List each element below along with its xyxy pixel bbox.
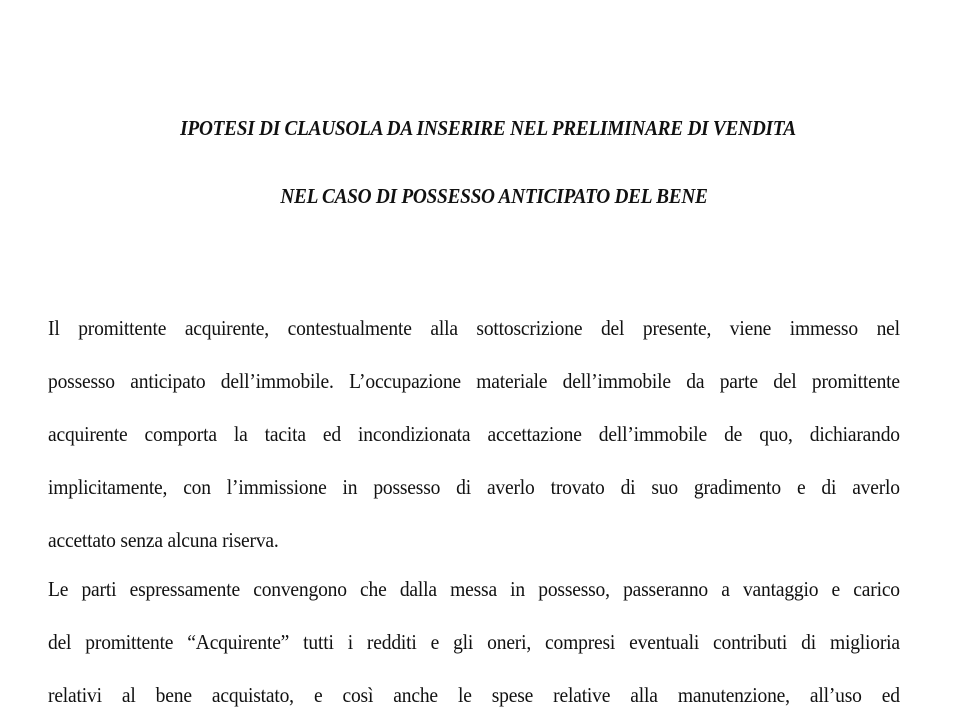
- paragraph-2-line-1: Le parti espressamente convengono che dalla messa in possesso, passeranno a vantaggio e carico: [48, 577, 900, 601]
- paragraph-2-line-3: relativi al bene acquistato, e così anche le spese relative alla manutenzione, all’uso ed: [48, 683, 900, 707]
- paragraph-2-line-2: del promittente “Acquirente” tutti i redditi e gli oneri, compresi eventuali contributi di miglioria: [48, 630, 900, 654]
- paragraph-1: [48, 302, 900, 567]
- paragraph-1-line-3: acquirente comporta la tacita ed incondizionata accettazione dell’immobile de quo, dichiarando: [48, 422, 900, 446]
- paragraph-2: [48, 563, 900, 722]
- paragraph-1-line-2: possesso anticipato dell’immobile. L’occupazione materiale dell’immobile da parte del promittente: [48, 369, 900, 393]
- paragraph-1-line-5: accettato senza alcuna riserva.: [48, 528, 279, 552]
- document-title-line-1: IPOTESI DI CLAUSOLA DA INSERIRE NEL PRELIMINARE DI VENDITA: [180, 116, 796, 140]
- paragraph-1-line-1: Il promittente acquirente, contestualmente alla sottoscrizione del presente, viene immesso nel: [48, 316, 900, 340]
- paragraph-1-line-4: implicitamente, con l’immissione in possesso di averlo trovato di suo gradimento e di averlo: [48, 475, 900, 499]
- document-title-line-2: NEL CASO DI POSSESSO ANTICIPATO DEL BENE: [280, 184, 708, 208]
